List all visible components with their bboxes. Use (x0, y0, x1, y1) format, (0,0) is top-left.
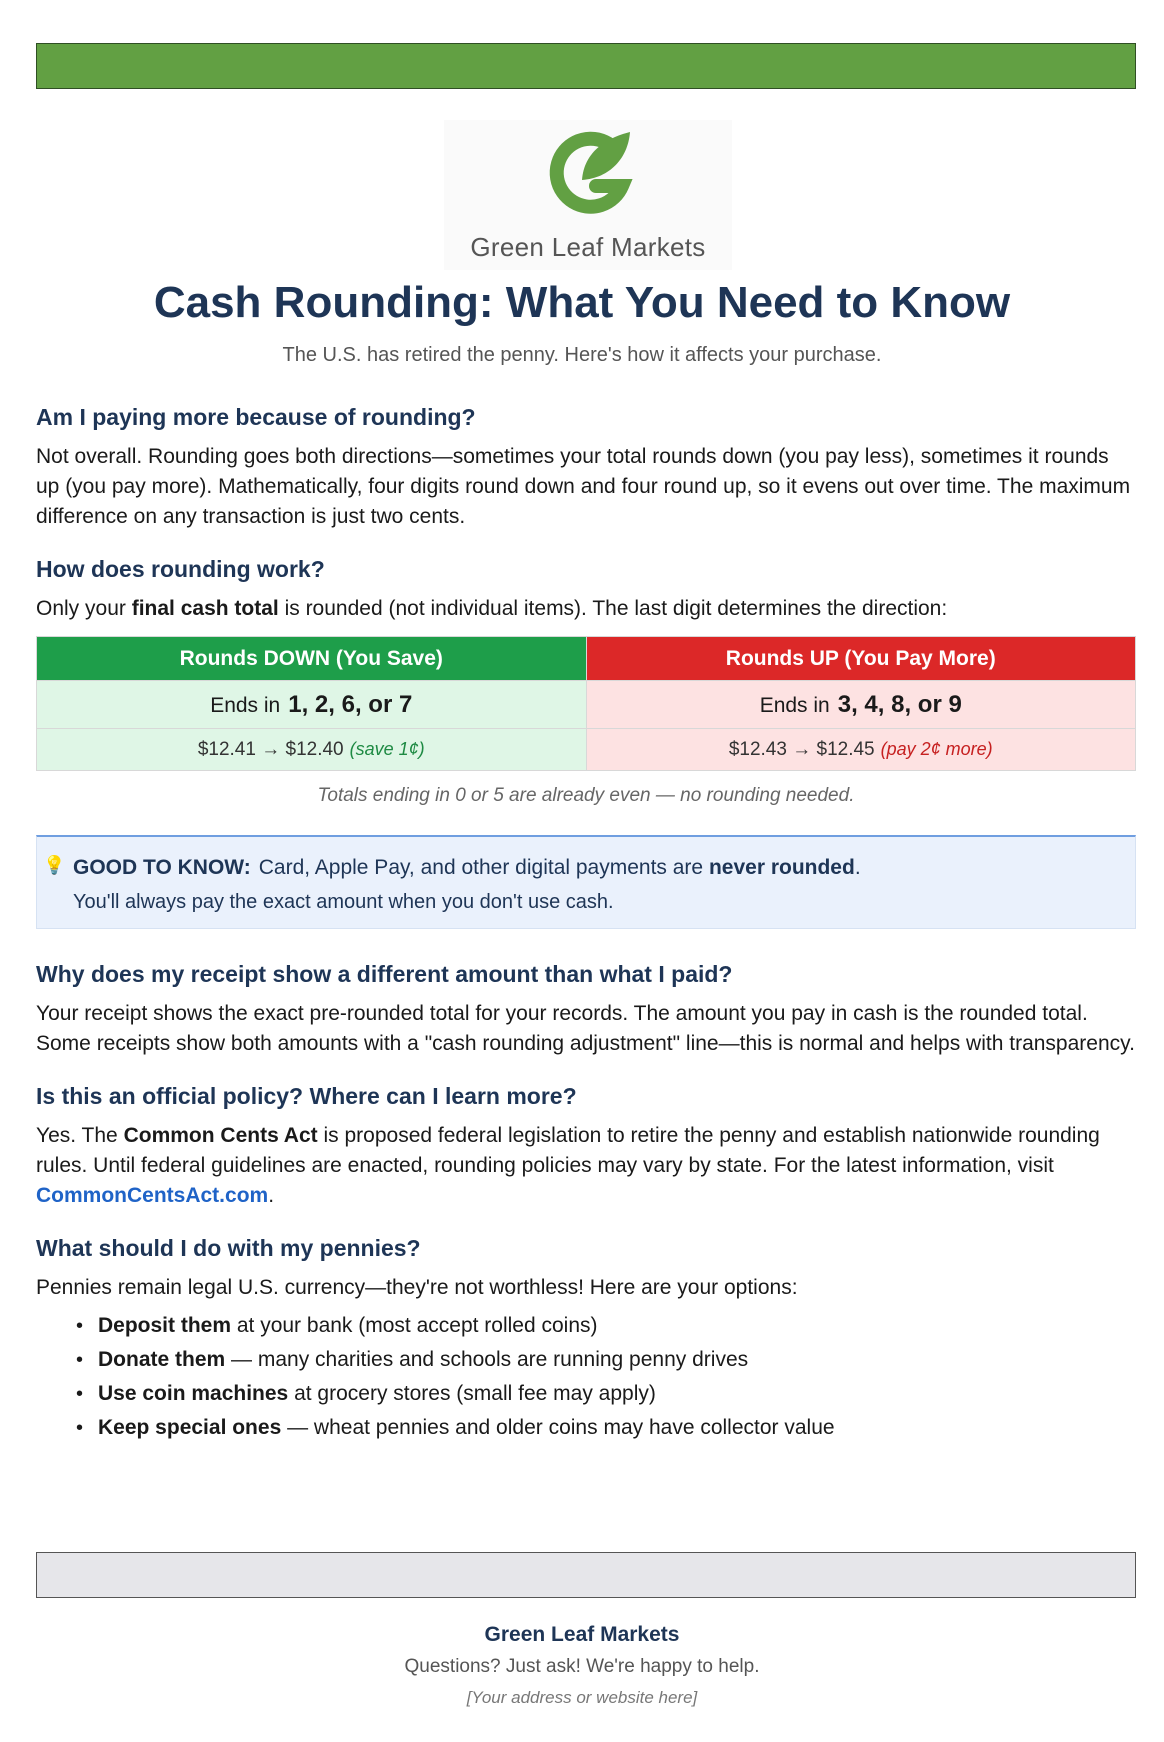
ends-in-label: Ends in (759, 693, 830, 717)
bullet-icon: • (76, 1417, 84, 1439)
rounds-down-example-cell (37, 729, 587, 771)
tip-text-end: . (854, 856, 861, 879)
good-to-know-callout (36, 835, 1136, 929)
lightbulb-icon: 💡 (43, 855, 66, 875)
faq-answer: Pennies remain legal U.S. currency—they're not worthless! Here are your options: (36, 1276, 798, 1299)
down-example: $12.41 → $12.40 (197, 738, 344, 760)
faq-answer: Your receipt shows the exact pre-rounded total for your records. The amount you pay in cash is the rounded total. Some receipts show both amounts with a "cash rounding adjustment" line—this is normal and helps with transparency. (36, 1002, 1135, 1055)
faq-section-how-rounding-works (36, 554, 1136, 807)
intro-text: Only your (36, 597, 132, 620)
bullet-icon: • (76, 1349, 84, 1371)
option-text: — wheat pennies and older coins may have collector value (281, 1416, 835, 1439)
up-example: $12.43 → $12.45 (728, 738, 875, 760)
faq-answer: Not overall. Rounding goes both directions—sometimes your total rounds down (you pay less), sometimes it rounds up (you pay more). Mathematically, four digits round down and four round up, so it evens out over time. The maximum difference on any transaction is just two cents. (36, 445, 1131, 528)
up-note: (pay 2¢ more) (880, 738, 993, 759)
faq-question: Am I paying more because of rounding? (36, 404, 476, 430)
intro-bold: final cash total (131, 597, 279, 620)
option-bold: Use coin machines (98, 1382, 289, 1405)
list-item (76, 1411, 1136, 1445)
answer-bold: Common Cents Act (123, 1124, 318, 1147)
bottom-color-bar (36, 1552, 1136, 1598)
penny-options-list (36, 1309, 1136, 1445)
brand-logo (444, 120, 732, 270)
down-note: (save 1¢) (349, 738, 425, 759)
faq-question: Why does my receipt show a different amount than what I paid? (36, 961, 733, 987)
footer-address: [Your address or website here] (466, 1688, 698, 1707)
faq-question: What should I do with my pennies? (36, 1235, 421, 1261)
option-bold: Keep special ones (98, 1416, 282, 1439)
option-text: at your bank (most accept rolled coins) (231, 1314, 598, 1337)
logo-wordmark: Green Leaf Markets (470, 232, 706, 262)
faq-question: Is this an official policy? Where can I learn more? (36, 1083, 577, 1109)
option-bold: Deposit them (98, 1314, 232, 1337)
down-digits: 1, 2, 6, or 7 (288, 690, 413, 718)
list-item (76, 1377, 1136, 1411)
table-caption: Totals ending in 0 or 5 are already even — no rounding needed. (317, 785, 855, 806)
rounds-up-header: Rounds UP (You Pay More) (586, 637, 1136, 681)
faq-section-pennies (36, 1233, 1136, 1445)
tip-lead: GOOD TO KNOW: (73, 856, 251, 879)
rounds-down-digits-cell (37, 681, 587, 729)
leaf-logo-icon (544, 128, 634, 224)
intro-text-end: is rounded (not individual items). The last digit determines the direction: (278, 597, 948, 620)
common-cents-link[interactable]: CommonCentsAct.com (36, 1184, 269, 1207)
faq-section-receipt (36, 959, 1136, 1059)
rounds-up-digits-cell (586, 681, 1136, 729)
faq-section-official-policy (36, 1081, 1136, 1211)
tip-line-2: You'll always pay the exact amount when you don't use cash. (73, 891, 614, 913)
main-content (36, 402, 1136, 1467)
tip-line-1 (73, 853, 1135, 883)
bullet-icon: • (76, 1315, 84, 1337)
rounds-up-example-cell (586, 729, 1136, 771)
option-text: — many charities and schools are running penny drives (225, 1348, 749, 1371)
faq-answer (36, 594, 1136, 624)
tip-bold: never rounded (708, 856, 855, 879)
option-bold: Donate them (98, 1348, 226, 1371)
tip-text: Card, Apple Pay, and other digital payments are (258, 856, 709, 879)
page-title: Cash Rounding: What You Need to Know (153, 278, 1011, 327)
up-digits: 3, 4, 8, or 9 (837, 690, 962, 718)
list-item (76, 1343, 1136, 1377)
bullet-icon: • (76, 1383, 84, 1405)
footer-message: Questions? Just ask! We're happy to help. (404, 1656, 760, 1677)
rounds-down-header: Rounds DOWN (You Save) (37, 637, 587, 681)
rounding-table (36, 636, 1136, 771)
page-subtitle: The U.S. has retired the penny. Here's how it affects your purchase. (282, 344, 882, 366)
list-item (76, 1309, 1136, 1343)
faq-section-paying-more (36, 402, 1136, 532)
faq-answer (36, 1121, 1136, 1211)
answer-text-end: . (268, 1184, 275, 1207)
top-color-bar (36, 43, 1136, 89)
answer-text-mid: is proposed federal legislation to retire the penny and establish nationwide rounding rules. Until federal guidelines are enacted, rounding policies may vary by state. For the latest information, visit (36, 1124, 1100, 1177)
faq-question: How does rounding work? (36, 556, 325, 582)
answer-text: Yes. The (36, 1124, 124, 1147)
option-text: at grocery stores (small fee may apply) (288, 1382, 656, 1405)
ends-in-label: Ends in (210, 693, 281, 717)
footer-brand-name: Green Leaf Markets (484, 1623, 680, 1646)
